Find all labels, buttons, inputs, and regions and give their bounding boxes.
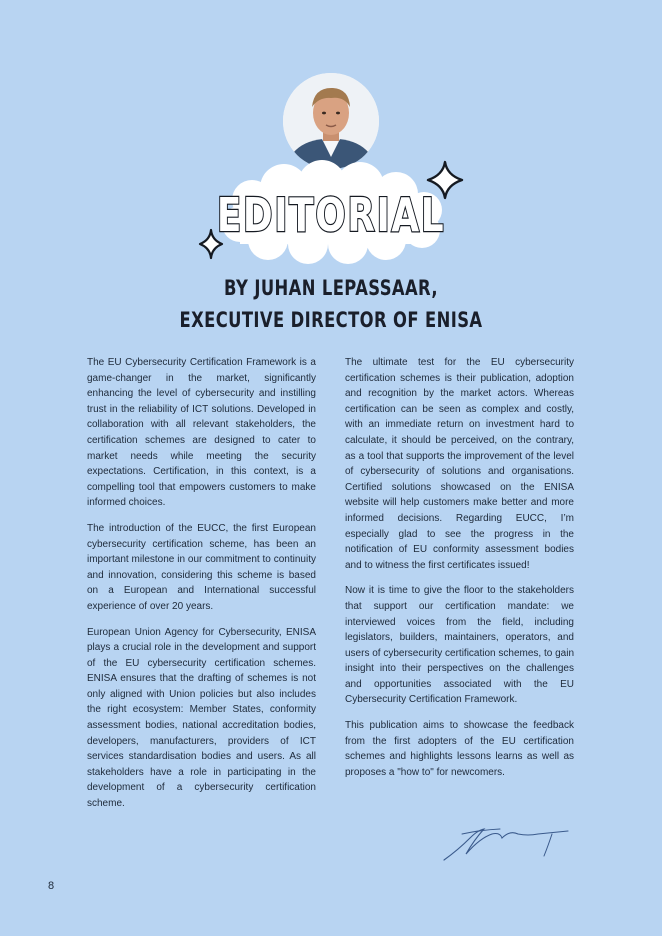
- portrait-photo: [283, 73, 379, 169]
- paragraph: The EU Cybersecurity Certification Framework is a game-changer in the market, significantly enhancing the level of cybersecurity and instilling trust in the reliability of ICT solutions. Developed in collaboration with all relevant stakeholders, the certification schemes are designed to cater to market needs while meeting the security expectations. Certification, in this context, is a compelling tool that empowers customers to make informed choices.: [87, 357, 316, 509]
- author-byline: BY JUHAN LEPASSAAR,: [224, 276, 438, 300]
- paragraph: The introduction of the EUCC, the first European cybersecurity certification scheme, has been an important milestone in our commitment to continuity and innovation, considering this scheme is based on a European and International successful experience of over 20 years.: [87, 522, 316, 612]
- paragraph: Now it is time to give the floor to the stakeholders that support our certification mandate: we interviewed voices from the field, including legislators, builders, maintainers, operators, and users of cybersecurity certification schemes, to gain insight into their perspectives on the challenges and opportunities associated with the EU Cybersecurity Certification Framework.: [345, 585, 574, 706]
- right-text-column: [345, 355, 574, 790]
- author-role: EXECUTIVE DIRECTOR OF ENISA: [179, 308, 483, 332]
- signature: [440, 824, 576, 864]
- paragraph: This publication aims to showcase the feedback from the first adopters of the EU certification schemes and highlights lessons learns as well as proposes a "how to" for newcomers.: [345, 720, 574, 778]
- author-portrait: [283, 73, 379, 169]
- left-text-column: [87, 355, 316, 822]
- page-number: 8: [48, 880, 55, 892]
- paragraph: The ultimate test for the EU cybersecurity certification schemes is their publication, adoption and recognition by the market actors. Whereas certification can be seen as complex and costly, with an immediate return on investment hard to calculate, it should be perceived, on the contrary, as a tool that supports the improvement of the level of cybersecurity of solutions and organisations. Certified solutions showcased on the ENISA website will help customers make better and more informed decisions. Regarding EUCC, I’m especially glad to see the progress in the notification of EU conformity assessment bodies and to witness the first certificates issued!: [345, 357, 574, 571]
- paragraph: European Union Agency for Cybersecurity, ENISA plays a crucial role in the development and support of the EU cybersecurity certification schemes. ENISA ensures that the drafting of schemes is not only aligned with Union policies but also includes the right ecosystem: Member States, conformity assessment bodies, national accreditation bodies, developers, manufacturers, providers of ICT services standardisation bodies and users. As all stakeholders have a role in participating in the development of a cybersecurity certification scheme.: [87, 626, 316, 810]
- page-title: EDITORIAL: [216, 188, 446, 242]
